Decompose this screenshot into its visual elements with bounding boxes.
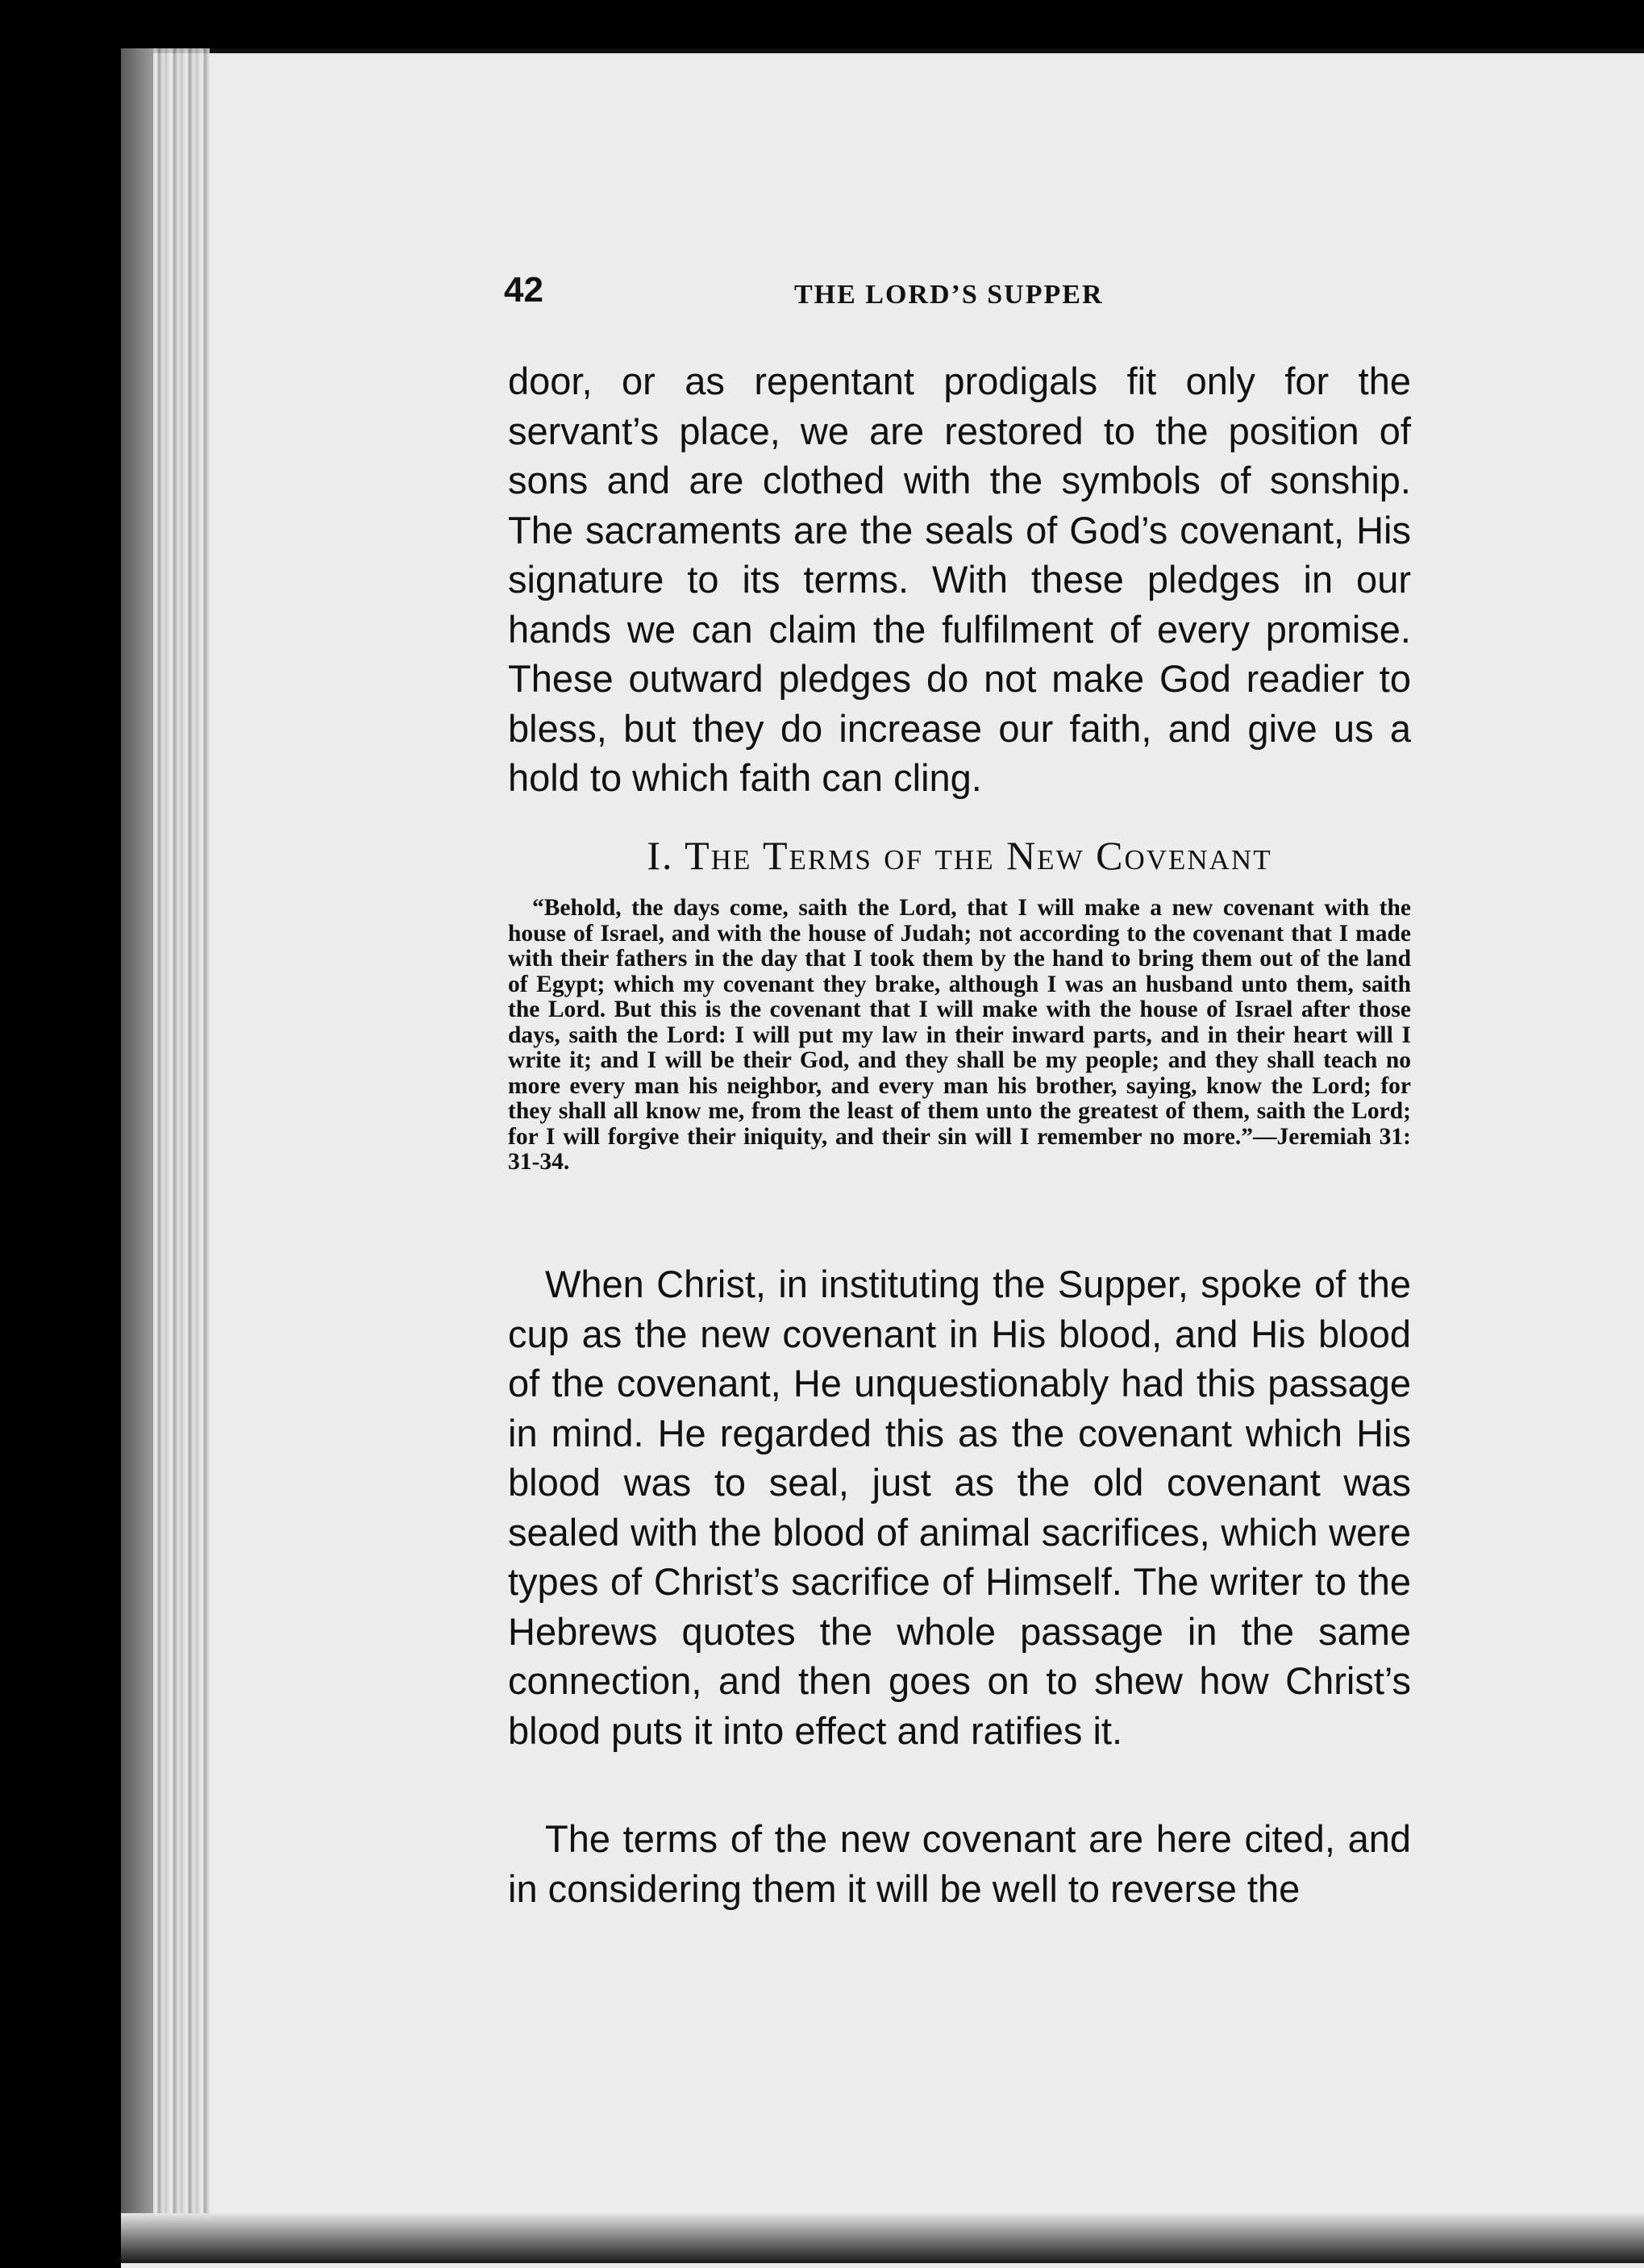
- page-header: [504, 270, 1415, 327]
- scripture-quote: “Behold, the days come, saith the Lord, that I will make a new covenant with the house of Israel, and with the house of Judah; not according to the covenant that I made with their fathers in the day that I took them by the hand to bring them out of the land of Egypt; which my covenant they brake, although I was an husband unto them, saith the Lord. But this is the covenant that I will make with the house of Israel after those days, saith the Lord: I will put my law in their inward parts, and in their heart will I write it; and I will be their God, and they shall be my people; and they shall teach no more every man his neighbor, and every man his brother, saying, know the Lord; for they shall all know me, from the least of them unto the greatest of them, saith the Lord; for I will forgive their iniquity, and their sin will I remember no more.”—Jeremiah 31: 31-34.: [508, 895, 1411, 1175]
- page-number: 42: [504, 270, 543, 310]
- paragraph-opening: door, or as repentant prodigals fit only for the servant’s place, we are restored to the position of sons and are clothed with the symbols of sonship. The sacraments are the seals of God’s covenant, His signature to its terms. With these pledges in our hands we can claim the fulfilment of every promise. These outward pledges do not make God readier to bless, but they do increase our faith, and give us a hold to which faith can cling.: [508, 360, 1411, 799]
- paragraph-terms: The terms of the new covenant are here cited, and in considering them it will be well to reverse the: [508, 1817, 1411, 1910]
- section-heading: I. The Terms of the New Covenant: [647, 833, 1272, 878]
- binding-shadow: [121, 48, 153, 2263]
- page-bottom-edge: [121, 2213, 1644, 2263]
- running-head: THE LORD’S SUPPER: [794, 280, 1104, 310]
- paragraph-christ-supper: When Christ, in instituting the Supper, spoke of the cup as the new covenant in His blood, and His blood of the covenant, He unquestionably had this passage in mind. He regarded this as the covenant which His blood was to seal, just as the old covenant was sealed with the blood of animal sacrifices, which were types of Christ’s sacrifice of Himself. The writer to the Hebrews quotes the whole passage in the same connection, and then goes on to shew how Christ’s blood puts it into effect and ratifies it.: [508, 1263, 1411, 1752]
